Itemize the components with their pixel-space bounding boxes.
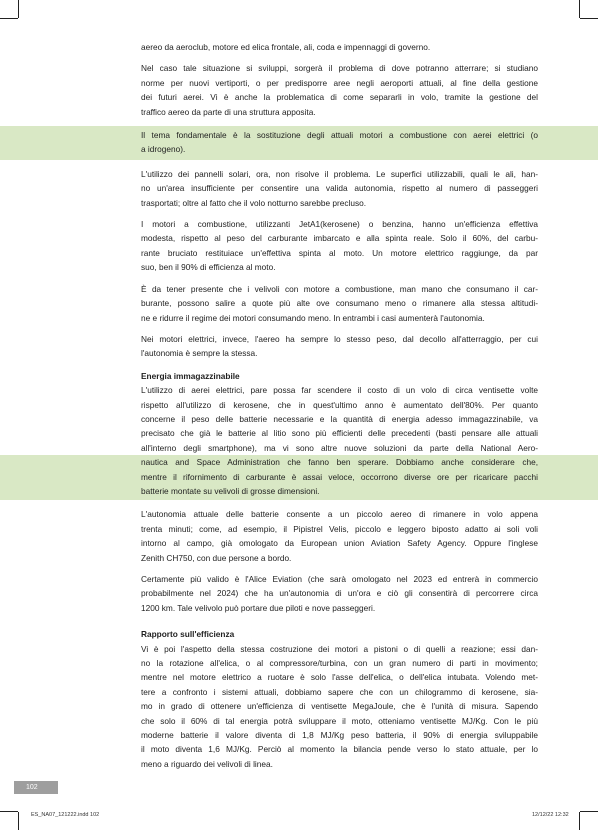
paragraph-vertiporti: [141, 61, 538, 119]
footer-file-info: ES_NA07_121222.indd 102: [31, 812, 100, 818]
text-line: no un'area insufficiente per consentire una valida autonomia, rispetto al numero di passeggeri: [141, 183, 538, 194]
text-line: mo in grado di ottenere un'efficienza di ventisette MegaJoule, che è l'unità di misura. Sapendo: [141, 701, 538, 712]
text-line: che solo il 60% di tal energia potrà sviluppare il moto, otteniamo ventisette MJ/Kg. Con le più: [141, 715, 538, 726]
paragraph-energia: [141, 383, 538, 500]
text-line: probabilmente nel 2024) che ha un'autonomia di un'ora e ciò gli consentirà di percorrere circa: [141, 588, 538, 599]
text-line: batterie montate su velivoli di grosse dimensioni.: [141, 485, 320, 496]
text-line: a idrogeno).: [141, 144, 186, 155]
text-line: È da tener presente che i velivoli con motore a combustione, man mano che consumano il car-: [141, 283, 538, 294]
text-line: il moto diventa 1,6 MJ/Kg. Perciò al momento la bilancia pende verso lo stato attuale, per lo: [141, 744, 538, 755]
paragraph-motori-elettrici: [141, 332, 538, 361]
text-line: I motori a combustione, utilizzanti JetA1(kerosene) o benzina, hanno un'efficienza effettiva: [141, 219, 538, 230]
page-number: 102: [26, 784, 38, 791]
text-line: nautica and Space Administration che fanno ben sperare. Dobbiamo anche considerare che,: [141, 457, 538, 468]
text-line: ne e ridurre il regime dei motori consumando meno. In entrambi i casi aumenterà l'autonomia.: [141, 312, 485, 323]
text-line: trenta minuti; come, ad esempio, il Pipistrel Velis, piccolo e leggero biposto adatto ai soli voli: [141, 523, 538, 534]
crop-mark-bottom-left-v: [18, 812, 19, 830]
highlighted-paragraph-tema: [0, 126, 598, 160]
text-line: Nei motori elettrici, invece, l'aereo ha sempre lo stesso peso, dal decollo all'atterraggio, per cui: [141, 333, 538, 344]
text-line: aereo da aeroclub, motore ed elica frontale, ali, coda e impennaggi di governo.: [141, 42, 431, 52]
crop-mark-bottom-right-h: [580, 811, 598, 812]
text-line: all'interno degli smartphone), ma vi sono altre nuove soluzioni da parte della National Aero-: [141, 442, 538, 453]
text-line: intorno al campo, già omologato da European union Aviation Safety Agency. Oppure l'inglese: [141, 538, 538, 549]
text-line: moderne batterie il valore diventa di 1,8 MJ/Kg peso batteria, il 90% di energia sviluppabile: [141, 730, 538, 741]
text-line: rante bruciato restituiace un'effettiva spinta al moto. Un motore elettrico raggiunge, da par: [141, 247, 538, 258]
text-line: no la rotazione all'elica, o al compressore/turbina, con un gran numero di parti in movimento;: [141, 658, 538, 669]
text-line: modesta, rispetto al peso del carburante imbarcato e alla spinta reale. Solo il 60%, del carbu-: [141, 233, 538, 244]
text-line: Il tema fondamentale è la sostituzione degli attuali motori a combustione con aerei elettrici (o: [141, 130, 538, 141]
paragraph-quote: [141, 282, 538, 325]
section-heading-efficienza: Rapporto sull'efficienza: [141, 629, 235, 640]
highlighted-passage-nasa: [0, 455, 598, 500]
paragraph-autonomia: [141, 507, 538, 565]
crop-mark-top-left-h: [0, 18, 18, 19]
crop-mark-top-right-v: [579, 0, 580, 18]
text-line: l'autonomia è sempre la stessa.: [141, 348, 258, 359]
text-line: concerne il peso delle batterie necessarie e la quantità di energia adesso immagazzinabile, va: [141, 413, 538, 424]
text-line: Certamente più valido è l'Alice Eviation (che sarà omologato nel 2023 ed entrerà in commercio: [141, 574, 538, 584]
paragraph-alice-eviation: [141, 572, 538, 615]
text-line: mentre il rifornimento di carburante è assai veloce, occorrono diverse ore per ricaricare pacchi: [141, 471, 538, 482]
text-line: suo, ben il 90% di efficienza al moto.: [141, 262, 276, 273]
text-line: traffico aereo da parte di una struttura apposita.: [141, 106, 316, 117]
text-line: meno a riguardo dei velivoli di linea.: [141, 758, 273, 769]
text-line: 1200 km. Tale velivolo può portare due piloti e nove passeggeri.: [141, 602, 376, 613]
section-heading-energia: Energia immagazzinabile: [141, 370, 240, 381]
text-line: Zenith CH750, con due persone a bordo.: [141, 552, 292, 563]
footer-timestamp: 12/12/22 12:32: [532, 812, 569, 818]
text-line: L'autonomia attuale delle batterie consente a un piccolo aereo di rimanere in volo appena: [141, 509, 538, 520]
text-line: mentre nel motore elettrico a ruotare è solo l'asse dell'elica, o dell'elica intubata. Volendo met-: [141, 672, 538, 683]
crop-mark-top-left-v: [18, 0, 19, 18]
crop-mark-bottom-right-v: [579, 812, 580, 830]
paragraph-pannelli-solari: [141, 167, 538, 210]
text-line: Vi è poi l'aspetto della stessa costruzione dei motori a pistoni o di quelli a reazione; essi dan-: [141, 643, 538, 654]
crop-mark-bottom-left-h: [0, 811, 18, 812]
text-line: dei futuri aerei. Vi è anche la problematica di come separarli in volo, tramite la gestione del: [141, 92, 538, 103]
paragraph-aeroclub: [141, 40, 538, 54]
text-line: Nel caso tale situazione si sviluppi, sorgerà il problema di dove potranno atterrare; si studiano: [141, 63, 538, 74]
paragraph-motori-combustione: [141, 217, 538, 275]
article-body: [141, 40, 538, 771]
text-line: burante, possono salire a quote più alte ove consumano meno o rimanere alla stessa altitudi-: [141, 298, 538, 309]
text-line: rispetto all'utilizzo di kerosene, che in quest'ultimo anno è aumentato dell'80%. Per quanto: [141, 399, 538, 410]
text-line: L'utilizzo di aerei elettrici, pare possa far scendere il costo di un volo di circa ventisette volte: [141, 385, 538, 396]
text-line: precisato che già le batterie al litio sono più efficienti delle precedenti (basti pensare alle attuali: [141, 428, 538, 439]
text-line: tere a confronto i sistemi attuali, dobbiamo sapere che con un chilogrammo di kerosene, sia-: [141, 686, 538, 697]
crop-mark-top-right-h: [580, 18, 598, 19]
text-line: norme per nuovi vertiporti, o per predisporre aree negli aeroporti attuali, al fine della gestione: [141, 77, 538, 88]
paragraph-efficienza: [141, 642, 538, 772]
text-line: trasportati; oltre al fatto che il volo notturno sarebbe precluso.: [141, 197, 367, 208]
text-line: L'utilizzo dei pannelli solari, ora, non risolve il problema. Le superfici utilizzabili, quali le ali, han-: [141, 168, 538, 179]
